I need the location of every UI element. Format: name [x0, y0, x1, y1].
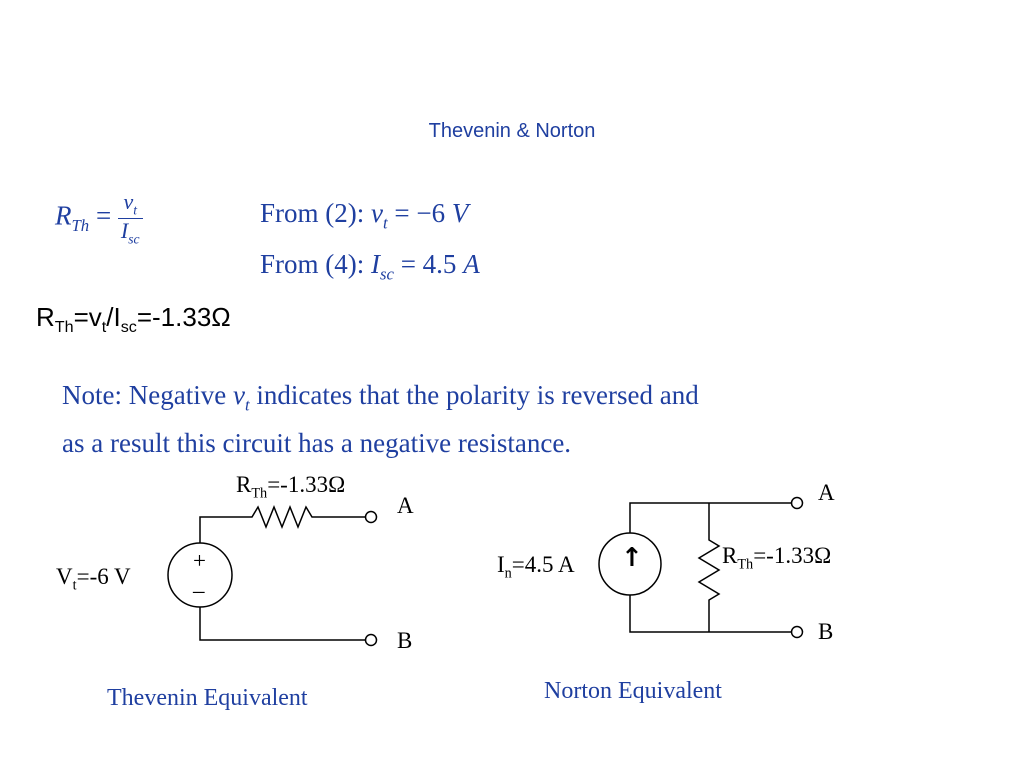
- note-line-2: as a result this circuit has a negative resistance.: [62, 428, 572, 459]
- up-arrow-icon: ↑: [621, 543, 643, 573]
- formula-num-var: v: [123, 189, 134, 214]
- thevenin-bottom-wire: [200, 607, 366, 640]
- norton-caption: Norton Equivalent: [544, 678, 722, 704]
- thevenin-v-value: =-6 V: [76, 564, 131, 589]
- thevenin-v-letter: V: [56, 564, 73, 589]
- thevenin-top-wire: [200, 507, 366, 543]
- from-isc-rhs: = 4.5: [393, 249, 464, 279]
- thevenin-source-label: [56, 564, 131, 595]
- norton-bottom-wire: [630, 595, 792, 632]
- norton-r-value: =-1.33Ω: [753, 543, 832, 568]
- norton-i-sub: n: [504, 565, 512, 582]
- from-vt-var: v: [371, 198, 383, 228]
- note-var: v: [232, 380, 245, 410]
- result-slash: /I: [106, 302, 121, 332]
- norton-terminal-a-label: A: [818, 480, 835, 505]
- result-i-sub: sc: [120, 318, 137, 337]
- thevenin-v-sub: t: [72, 577, 77, 594]
- thevenin-caption: Thevenin Equivalent: [107, 685, 308, 711]
- thevenin-circuit: [168, 507, 377, 646]
- formula-num-sub: t: [133, 202, 138, 218]
- from-isc-prefix: From (4):: [260, 249, 371, 279]
- thevenin-terminal-a-label: A: [397, 493, 414, 518]
- thevenin-terminal-b-label: B: [397, 628, 413, 653]
- norton-r-sub: Th: [737, 556, 754, 573]
- norton-r-letter: R: [722, 543, 738, 568]
- from-vt-unit: V: [451, 198, 469, 228]
- norton-terminal-b: [792, 627, 803, 638]
- from-isc-unit: A: [463, 249, 480, 279]
- thevenin-r-value: =-1.33Ω: [267, 472, 346, 497]
- result-eq1: =v: [73, 302, 102, 332]
- thevenin-resistor-label: [236, 472, 345, 503]
- norton-source-label: [497, 552, 575, 583]
- from-isc-var: I: [371, 249, 380, 279]
- norton-i-letter: I: [497, 552, 505, 577]
- note-part1: Note: Negative: [62, 380, 233, 410]
- thevenin-minus-sign: –: [193, 578, 205, 603]
- result-r-sub: Th: [54, 318, 74, 337]
- result-value: =-1.33Ω: [136, 302, 231, 332]
- thevenin-r-letter: R: [236, 472, 252, 497]
- from-vt-prefix: From (2):: [260, 198, 371, 228]
- norton-i-value: =4.5 A: [511, 552, 575, 577]
- note-var-sub: t: [244, 395, 250, 415]
- from-vt-sub: t: [382, 213, 388, 233]
- norton-terminal-a: [792, 498, 803, 509]
- norton-resistor-label: [722, 543, 831, 574]
- note-part2: indicates that the polarity is reversed and: [249, 380, 699, 410]
- from-vt-rhs: = −6: [387, 198, 452, 228]
- formula-r: R: [55, 200, 72, 231]
- norton-top-wire: [630, 503, 792, 533]
- formula-r-sub: Th: [71, 215, 90, 235]
- formula-den-var: I: [120, 217, 129, 243]
- formula-equals: =: [95, 200, 112, 231]
- slide-title: Thevenin & Norton: [428, 120, 596, 142]
- thevenin-plus-sign: +: [193, 548, 206, 573]
- norton-parallel-resistor: [699, 503, 719, 632]
- thevenin-r-sub: Th: [251, 485, 268, 502]
- result-v-sub: t: [101, 318, 107, 337]
- norton-terminal-b-label: B: [818, 619, 834, 644]
- thevenin-terminal-b: [366, 635, 377, 646]
- from-isc-sub: sc: [380, 264, 394, 284]
- formula-den-sub: sc: [128, 231, 140, 247]
- result-r: R: [36, 302, 55, 332]
- thevenin-terminal-a: [366, 512, 377, 523]
